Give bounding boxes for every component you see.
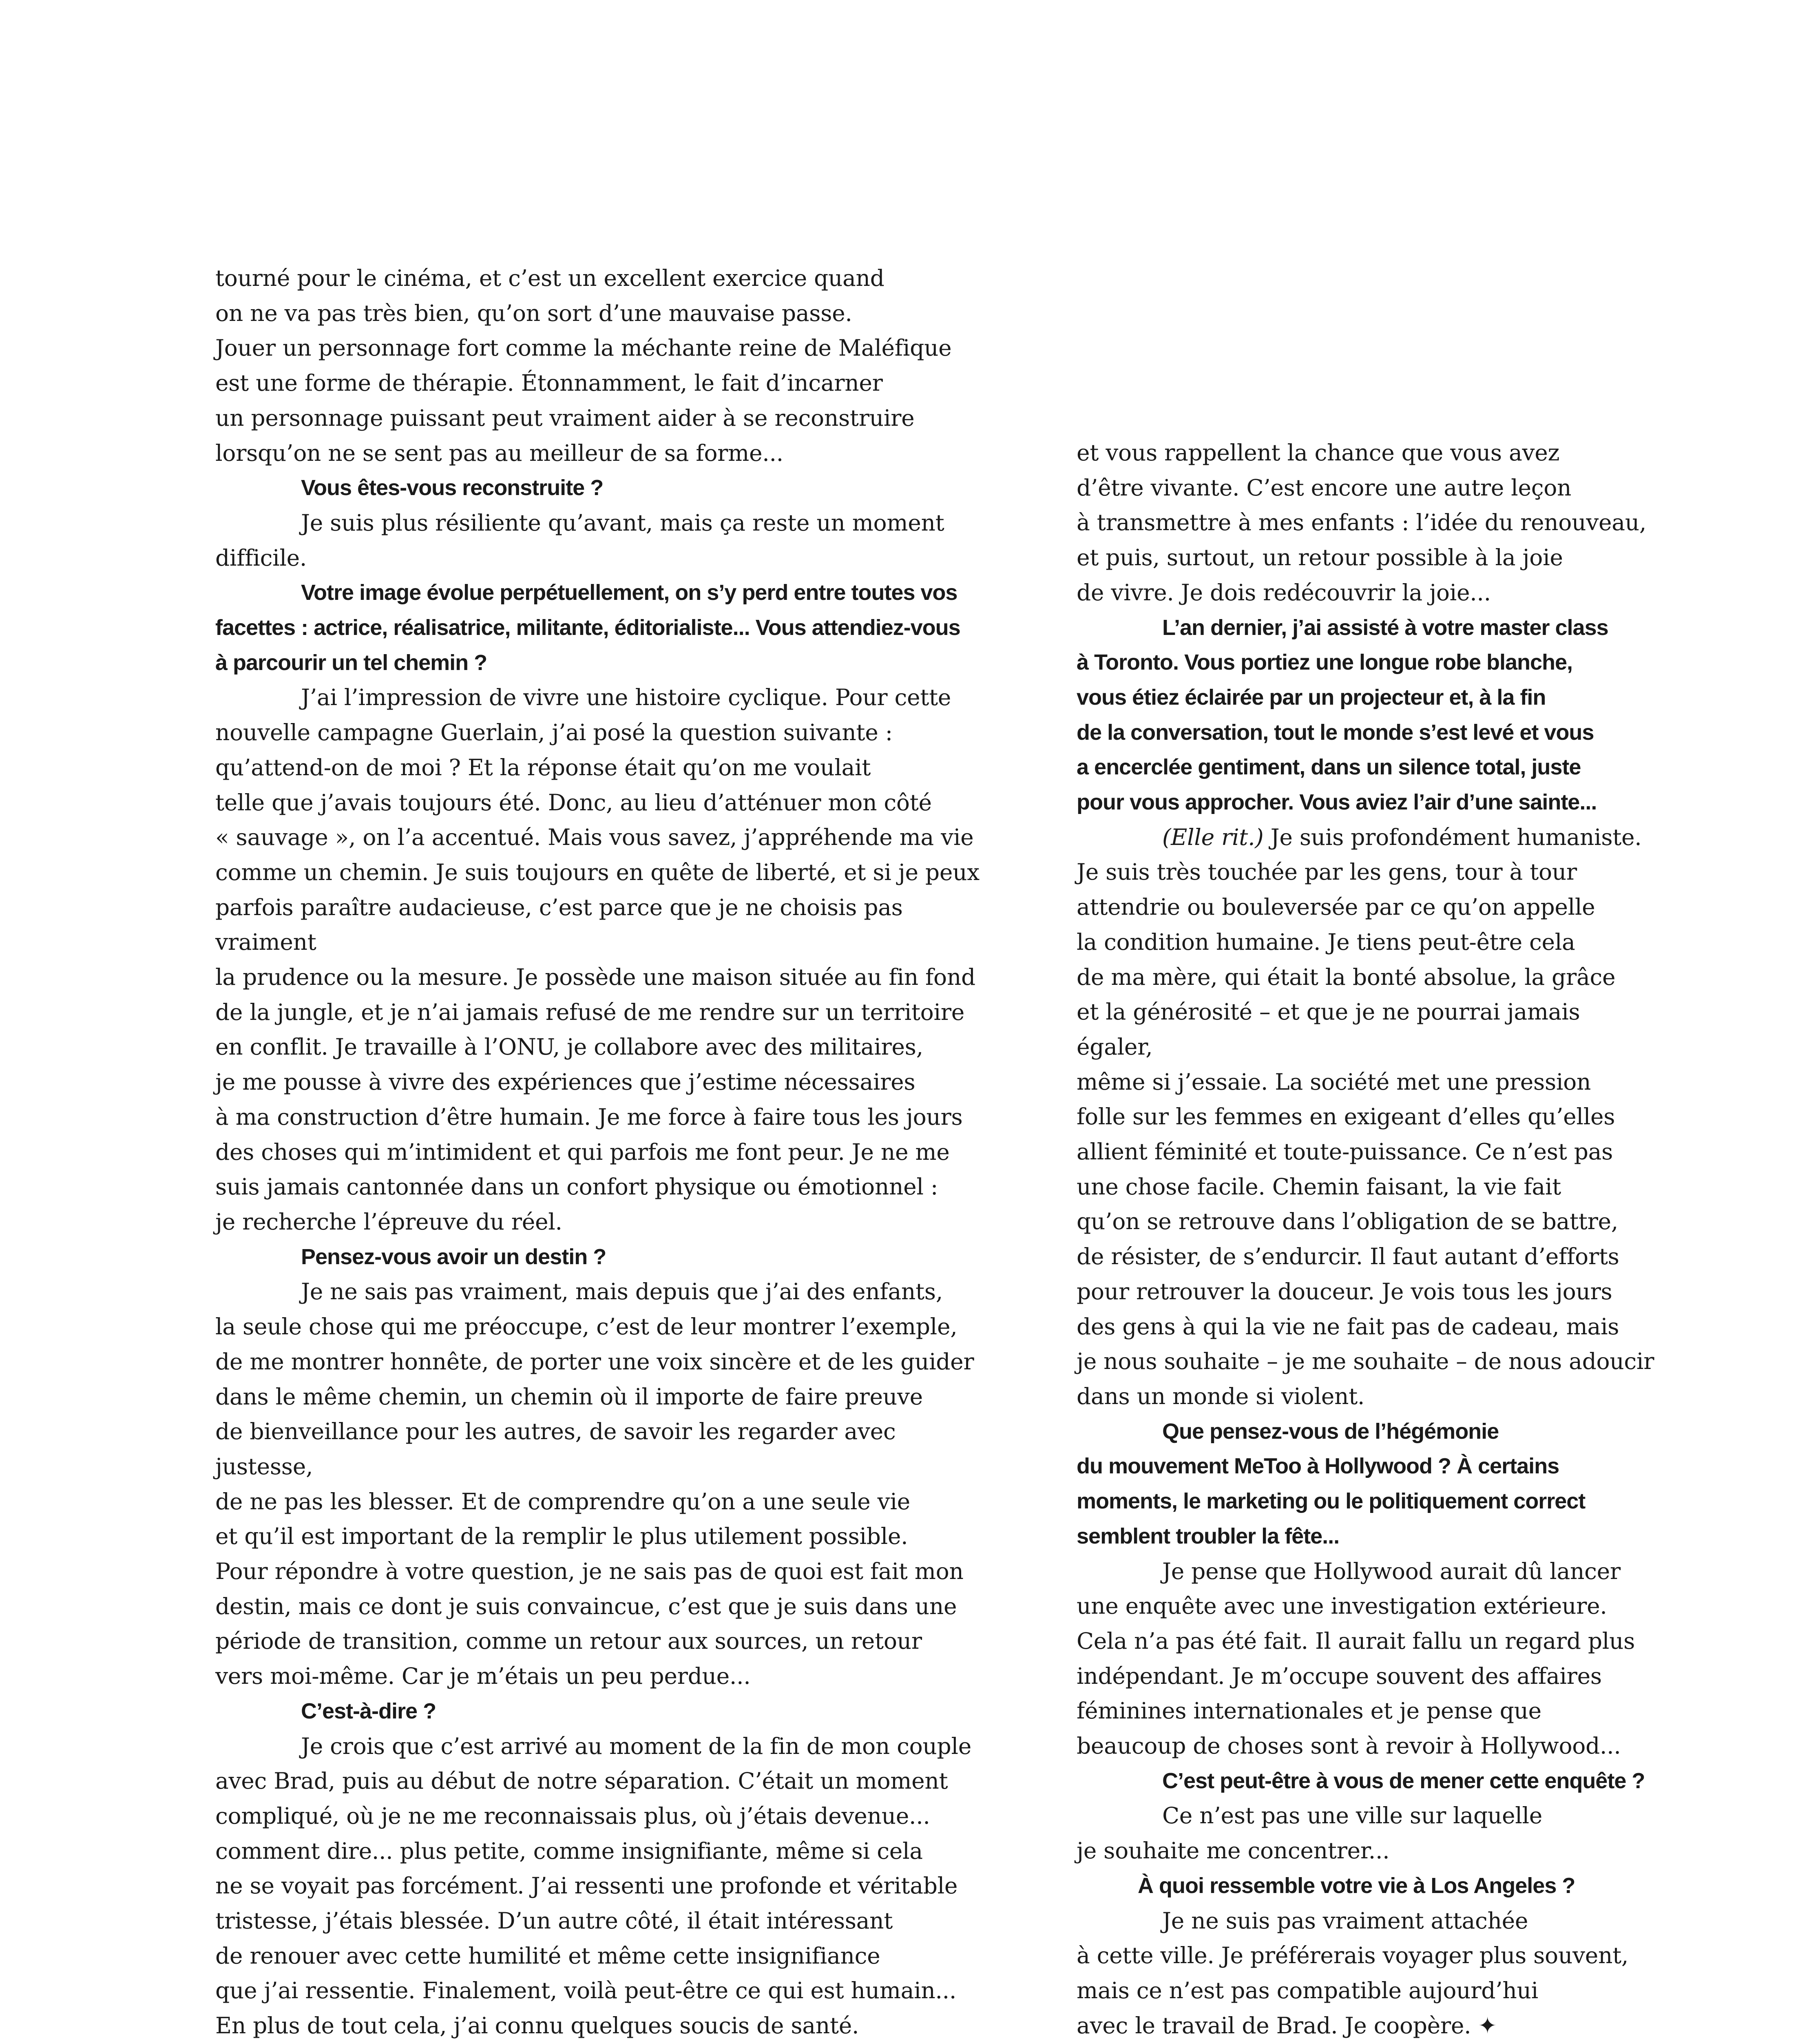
- body-paragraph: tourné pour le cinéma, et c’est un excellent exercice quand on ne va pas très bien, qu’on sort d’une mauvaise passe. Jouer un personnage fort comme la méchante reine de Maléfique est une forme de thérapie. Étonnamment, le fait d’incarner un personnage puissant peut vraiment aider à se reconstruire lorsqu’on ne se sent pas au meilleur de sa forme...: [215, 265, 952, 466]
- answer-text: Je ne suis pas vraiment attachée à cette ville. Je préférerais voyager plus souvent, mais ce n’est pas compatible aujourd’hui avec le travail de Brad. Je coopère.: [1077, 1907, 1629, 2039]
- interview-question: Votre image évolue perpétuellement, on s’y perd entre toutes vos facettes : actrice, réalisatrice, militante, éditorialiste... Vous attendiez-vous à parcourir un tel chemin ?: [215, 580, 960, 675]
- film-caption: [1077, 2035, 1672, 2039]
- left-column: [215, 261, 998, 2039]
- body-paragraph: Je crois que c’est arrivé au moment de la fin de mon couple avec Brad, puis au début de notre séparation. C’était un moment compliqué, où je ne me reconnaissais plus, où j’étais devenue... comment dire... plus petite, comme insignifiante, même si cela ne se voyait pas forcément. J’ai ressenti une profonde et véritable tristesse, j’étais blessée. D’un autre côté, il était intéressant de renouer avec cette humilité et même cette insignifiance que j’ai ressentie. Finalement, voilà peut-être ce qui est humain... En plus de tout cela, j’ai connu quelques soucis de santé.: [215, 1733, 971, 2039]
- interview-question: Que pensez-vous de l’hégémonie du mouvement MeToo à Hollywood ? À certains moments, le marketing ou le politiquement correct semblent troubler la fête...: [1077, 1419, 1586, 1548]
- interview-question: Vous êtes-vous reconstruite ?: [301, 475, 604, 500]
- stage-direction: (Elle rit.): [1162, 824, 1264, 850]
- interview-question: Pensez-vous avoir un destin ?: [301, 1244, 606, 1269]
- body-paragraph: Je ne sais pas vraiment, mais depuis que j’ai des enfants, la seule chose qui me préoccupe, c’est de leur montrer l’exemple, de me montrer honnête, de porter une voix sincère et de les guider dans le même chemin, un chemin où il importe de faire preuve de bienveillance pour les autres, de savoir les regarder avec justesse, de ne pas les blesser. Et de comprendre qu’on a une seule vie et qu’il est important de la remplir le plus utilement possible. Pour répondre à votre question, je ne sais pas de quoi est fait mon destin, mais ce dont je suis convaincue, c’est que je suis dans une période de transition, comme un retour aux sources, un retour vers moi-même. Car je m’étais un peu perdue...: [215, 1278, 974, 1690]
- right-column: [1077, 436, 1656, 2039]
- body-paragraph: et vous rappellent la chance que vous avez d’être vivante. C’est encore une autre leçon à transmettre à mes enfants : l’idée du renouveau, et puis, surtout, un retour possible à la joie de vivre. Je dois redécouvrir la joie...: [1077, 440, 1647, 606]
- interview-question: L’an dernier, j’ai assisté à votre master class à Toronto. Vous portiez une longue robe blanche, vous étiez éclairée par un projecteur et, à la fin de la conversation, tout le monde s’est levé et vous a encerclée gentiment, dans un silence total, juste pour vous approcher. Vous aviez l’air d’une sainte...: [1077, 615, 1608, 815]
- body-paragraph: Ce n’est pas une ville sur laquelle je souhaite me concentrer...: [1077, 1802, 1543, 1864]
- interview-question: C’est peut-être à vous de mener cette enquête ?: [1162, 1768, 1645, 1793]
- interview-question: À quoi ressemble votre vie à Los Angeles ?: [1138, 1873, 1575, 1898]
- body-paragraph: [1077, 1904, 1656, 2039]
- body-paragraph: Je pense que Hollywood aurait dû lancer une enquête avec une investigation extérieure. Cela n’a pas été fait. Il aurait fallu un regard plus indépendant. Je m’occupe souvent des affaires féminines internationales et je pense que beaucoup de choses sont à revoir à Hollywood...: [1077, 1558, 1635, 1759]
- end-mark-icon: ✦: [1478, 2012, 1497, 2039]
- body-paragraph: Je suis plus résiliente qu’avant, mais ça reste un moment difficile.: [215, 509, 944, 571]
- body-paragraph: [1077, 820, 1656, 1414]
- body-paragraph: J’ai l’impression de vivre une histoire cyclique. Pour cette nouvelle campagne Guerlain, j’ai posé la question suivante : qu’attend-on de moi ? Et la réponse était qu’on me voulait telle que j’avais toujours été. Donc, au lieu d’atténuer mon côté « sauvage », on l’a accentué. Mais vous savez, j’appréhende ma vie comme un chemin. Je suis toujours en quête de liberté, et si je peux parfois paraître audacieuse, c’est parce que je ne choisis pas vraiment la prudence ou la mesure. Je possède une maison située au fin fond de la jungle, et je n’ai jamais refusé de me rendre sur un territoire en conflit. Je travaille à l’ONU, je collabore avec des militaires, je me pousse à vivre des expériences que j’estime nécessaires à ma construction d’être humain. Je me force à faire tous les jours des choses qui m’intimident et qui parfois me font peur. Je ne me suis jamais cantonnée dans un confort physique ou émotionnel : je recherche l’épreuve du réel.: [215, 684, 980, 1235]
- interview-question: C’est-à-dire ?: [301, 1698, 436, 1723]
- answer-text: Je suis profondément humaniste. Je suis très touchée par les gens, tour à tour attendrie ou bouleversée par ce qu’on appelle la condition humaine. Je tiens peut-être cela de ma mère, qui était la bonté absolue, la grâce et la générosité – et que je ne pourrai jamais égaler, même si j’essaie. La société met une pression folle sur les femmes en exigeant d’elles qu’elles allient féminité et toute-puissance. Ce n’est pas une chose facile. Chemin faisant, la vie fait qu’on se retrouve dans l’obligation de se battre, de résister, de s’endurcir. Il faut autant d’efforts pour retrouver la douceur. Je vois tous les jours des gens à qui la vie ne fait pas de cadeau, mais je nous souhaite – je me souhaite – de nous adoucir dans un monde si violent.: [1077, 824, 1654, 1409]
